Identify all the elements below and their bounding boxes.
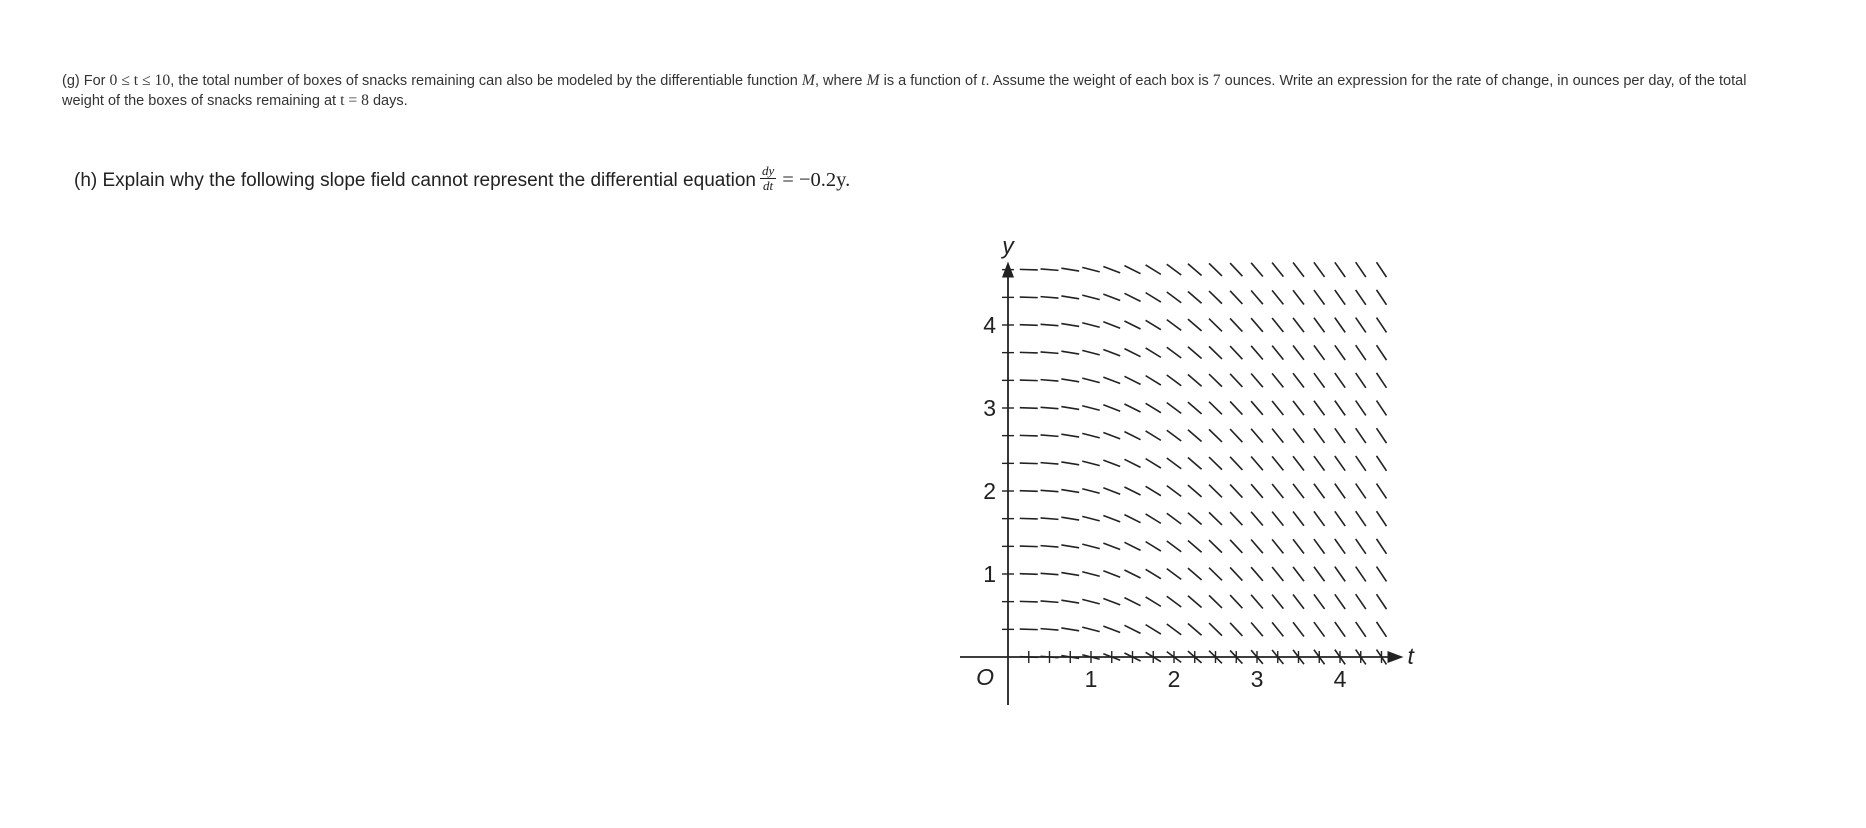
slope-segment [1146,376,1161,385]
slope-segment [1209,568,1222,581]
slope-segment [1356,594,1366,609]
slope-segment [1335,262,1345,277]
slope-segment [1314,262,1325,277]
slope-segment [1356,290,1366,305]
slope-segment [1251,512,1263,526]
slope-segment [1061,324,1079,327]
slope-segment [1272,567,1283,581]
slope-segment [1356,456,1366,471]
fraction-denominator: dt [763,178,774,194]
slope-segment [1167,292,1181,303]
slope-segment [1314,456,1325,471]
slope-segment [1082,516,1099,521]
slope-segment [1356,511,1366,526]
slope-segment [1020,325,1038,326]
slope-segment [1293,567,1304,581]
slope-segment [1272,346,1283,360]
slope-segment [1061,296,1079,299]
slope-segment [1061,268,1079,271]
slope-segment [1082,433,1099,438]
slope-segment [1146,459,1161,468]
slope-segment [1356,345,1366,360]
slope-segment [1020,352,1038,353]
slope-segment [1272,373,1283,387]
slope-segment [1356,401,1366,416]
slope-segment [1167,403,1181,414]
slope-segment [1314,373,1325,388]
slope-segment [1230,374,1242,387]
slope-segment [1061,379,1079,382]
slope-segment [1293,290,1304,304]
slope-segment [1020,574,1038,575]
slope-segment [1251,484,1263,498]
slope-segment [1041,601,1059,602]
slope-segment [1209,623,1222,636]
slope-segment [1041,573,1059,574]
slope-segment [1167,569,1181,580]
slope-segment [1209,595,1222,608]
t-axis-label: t [1407,643,1414,669]
slope-segment [1272,429,1283,443]
slope-segment [1082,489,1099,494]
slope-segment [1103,266,1120,272]
slope-segment [1103,322,1120,328]
slope-segment [1209,512,1222,525]
question-g [62,71,1772,111]
slope-segment [1251,263,1263,277]
slope-segment [1020,491,1038,492]
slope-segment [1314,622,1325,637]
slope-segment [1061,573,1079,576]
slope-segment [1293,401,1304,415]
slope-segment [1335,456,1345,471]
y-tick-label: 4 [983,312,996,338]
slope-segment [1314,401,1325,416]
slope-segment [1124,459,1140,467]
question-g-label: (g) For [62,73,110,89]
question-g-text-3: is a function of [879,73,982,89]
slope-segment [1293,345,1304,359]
slope-segment [1251,374,1263,388]
slope-segment [1103,543,1120,549]
slope-segment [1209,263,1222,276]
slope-segment [1230,401,1242,414]
slope-segment [1124,321,1140,329]
slope-segment [1041,269,1059,270]
slope-segment [1209,457,1222,470]
slope-segment [1377,484,1387,499]
slope-segment [1293,318,1304,332]
slope-segment [1314,290,1325,305]
slope-segment [1293,594,1304,608]
slope-segment [1041,380,1059,381]
slope-segment [1251,291,1263,305]
slope-segment [1251,401,1263,415]
slope-segment [1041,490,1059,491]
slope-segment [1167,513,1181,524]
slope-segment [1335,290,1345,305]
t-tick-label: 3 [1250,666,1264,692]
slope-segment [1020,380,1038,381]
slope-segment [1188,540,1202,552]
slope-segment [1230,484,1242,497]
math-function-m-2: M [866,72,880,89]
slope-segment [1230,512,1242,525]
equation-rhs: = −0.2y. [782,169,851,191]
slope-segment [1377,456,1387,471]
slope-segment [1377,622,1387,637]
slope-segment [1314,511,1325,526]
slope-segment [1293,539,1304,553]
slope-segment [1061,517,1079,520]
slope-segment [1103,405,1120,411]
slope-segment [1020,601,1038,602]
slope-segment [1124,376,1140,384]
slope-segment [1335,567,1345,582]
slope-segment [1272,290,1283,304]
slope-segment [1103,377,1120,383]
slope-segment [1209,319,1222,332]
slope-segment [1041,463,1059,464]
slope-segment [1251,429,1263,443]
slope-segment [1293,484,1304,498]
slope-segment [1103,626,1120,632]
slope-segment [1356,373,1366,388]
slope-segment [1061,490,1079,493]
t-tick-label: 4 [1333,666,1347,692]
slope-segment [1188,457,1202,469]
slope-segment [1335,401,1345,416]
slope-segment [1209,374,1222,387]
question-g-text-4: . Assume the weight of each box is [985,73,1213,89]
slope-segment [1103,460,1120,466]
slope-segment [1082,323,1099,328]
slope-segment [1167,458,1181,469]
slope-segment [1377,401,1387,416]
slope-segment [1293,622,1304,636]
slope-segment [1082,627,1099,632]
slope-segment [1230,595,1242,608]
slope-segment [1272,539,1283,553]
slope-segment [1356,484,1366,499]
slope-segment [1314,318,1325,333]
slope-segment [1356,262,1366,277]
slope-segment [1377,539,1387,554]
slope-segment [1335,622,1345,637]
slope-segment [1293,428,1304,442]
slope-segment [1188,596,1202,608]
slope-segment [1314,567,1325,582]
slope-segment [1146,265,1161,274]
slope-segment [1061,462,1079,465]
slope-segment [1230,263,1242,276]
question-g-text-5: ounces. Write an expression for the rate of change, in ounces per day, of the total weight of the boxes of snacks remaining at [62,73,1747,109]
math-seven: 7 [1212,72,1221,89]
y-tick-label: 1 [983,561,996,587]
slope-segment [1188,568,1202,580]
slope-segment [1124,487,1140,495]
slope-segment [1082,378,1099,383]
slope-segment [1356,539,1366,554]
slope-segment [1146,625,1161,634]
slope-segment [1293,373,1304,387]
y-tick-label: 3 [983,395,996,421]
slope-segment [1082,350,1099,355]
slope-segment [1314,428,1325,443]
slope-segment [1356,428,1366,443]
math-variable-t: t [981,72,986,89]
slope-segment [1124,404,1140,412]
slope-segment [1377,428,1387,443]
slope-segment [1272,263,1283,277]
slope-segment [1167,541,1181,552]
slope-segment [1209,485,1222,498]
slope-segment [1082,544,1099,549]
slope-segment [1230,540,1242,553]
slope-segment [1041,324,1059,325]
slope-segment [1124,625,1140,633]
question-h-text: (h) Explain why the following slope field cannot represent the differential equation [74,170,756,191]
slope-segment [1124,349,1140,357]
slope-segment [1041,546,1059,547]
slope-segment [1103,349,1120,355]
slope-segment [1377,262,1387,277]
derivative-fraction [760,164,776,193]
slope-segment [1041,352,1059,353]
slope-segment [1124,293,1140,301]
question-g-text-1: , the total number of boxes of snacks remaining can also be modeled by the differentiable function [170,73,802,89]
slope-field-chart [950,212,1450,712]
slope-segment [1061,407,1079,410]
slope-segment [1167,264,1181,275]
slope-segment [1103,598,1120,604]
slope-segment [1061,434,1079,437]
slope-segment [1146,542,1161,551]
slope-segment [1103,294,1120,300]
slope-segment [1356,622,1366,637]
slope-segment [1061,628,1079,631]
question-g-text-6: days. [368,93,408,109]
slope-segment [1020,629,1038,630]
slope-segment [1146,348,1161,357]
slope-segment [1103,488,1120,494]
slope-segment [1314,484,1325,499]
slope-segment [1146,486,1161,495]
slope-segment [1124,515,1140,523]
y-axis-label: y [1002,232,1014,259]
math-range: 0 ≤ t ≤ 10 [109,72,171,89]
slope-segment [1020,297,1038,298]
slope-segment [1251,623,1263,637]
slope-segment [1167,430,1181,441]
slope-segment [1041,297,1059,298]
slope-segment [1272,622,1283,636]
slope-segment [1356,318,1366,333]
slope-segment [1188,347,1202,359]
slope-segment [1377,345,1387,360]
slope-segment [1124,598,1140,606]
slope-segment [1103,432,1120,438]
slope-segment [1167,347,1181,358]
slope-segment [1293,262,1304,276]
slope-segment [1146,514,1161,523]
slope-segment [1335,373,1345,388]
slope-segment [1020,546,1038,547]
slope-segment [1272,512,1283,526]
slope-segment [1251,457,1263,471]
slope-segment [1020,269,1038,270]
axis-ticks [1002,270,1382,663]
slope-segment [1335,511,1345,526]
slope-segment [1020,518,1038,519]
slope-segment [1188,264,1202,276]
slope-segment [1082,267,1099,272]
slope-segment [1041,518,1059,519]
t-axis-arrow-icon [1388,651,1404,663]
slope-segment [1377,373,1387,388]
slope-segment [1082,295,1099,300]
slope-segment [1103,571,1120,577]
y-tick-label: 2 [983,478,996,504]
slope-segment [1020,435,1038,436]
slope-segment [1124,266,1140,274]
slope-segment [1167,624,1181,635]
slope-segment [1272,456,1283,470]
slope-segment [1251,595,1263,609]
slope-segment [1251,318,1263,332]
slope-segment [1230,457,1242,470]
slope-segment [1041,435,1059,436]
slope-segment [1356,567,1366,582]
question-g-text-2: , where [814,73,867,89]
slope-segment [1146,293,1161,302]
origin-label: O [976,664,994,690]
slope-segment [1041,407,1059,408]
math-t-equals-8: t = 8 [340,92,369,109]
slope-segment [1209,540,1222,553]
slope-segment [1124,432,1140,440]
slope-segment [1377,511,1387,526]
slope-segment [1230,429,1242,442]
slope-segment [1377,318,1387,333]
slope-segment [1377,290,1387,305]
slope-segment [1188,430,1202,442]
slope-segment [1188,485,1202,497]
slope-segment [1209,402,1222,415]
slope-segment [1146,569,1161,578]
slope-segment [1188,319,1202,331]
slope-segment [1167,596,1181,607]
slope-segment [1188,513,1202,525]
slope-segment [1103,515,1120,521]
t-tick-label: 2 [1167,666,1181,692]
t-tick-label: 1 [1084,666,1098,692]
math-function-m: M [801,72,815,89]
slope-segment [1314,345,1325,360]
slope-segment [1335,484,1345,499]
slope-segment [1335,539,1345,554]
slope-segment [1314,539,1325,554]
slope-segment [1209,291,1222,304]
slope-segment [1124,570,1140,578]
slope-segment [1167,320,1181,331]
slope-segment [1146,320,1161,329]
slope-segment [1293,456,1304,470]
slope-segment [1335,428,1345,443]
slope-segment [1272,484,1283,498]
slope-segment [1314,594,1325,609]
slope-segment [1146,597,1161,606]
slope-segment [1188,402,1202,414]
slope-segment [1230,623,1242,636]
slope-segment [1272,318,1283,332]
slope-segment [1124,542,1140,550]
slope-segment [1335,345,1345,360]
slope-segment [1061,545,1079,548]
slope-segment [1377,567,1387,582]
slope-segment [1251,346,1263,360]
slope-segment [1146,431,1161,440]
slope-segments [1020,262,1387,664]
slope-segment [1251,540,1263,554]
slope-segment [1082,599,1099,604]
slope-segment [1335,594,1345,609]
question-h [74,165,850,196]
slope-segment [1082,572,1099,577]
slope-segment [1061,600,1079,603]
slope-segment [1082,461,1099,466]
slope-segment [1020,408,1038,409]
slope-segment [1230,567,1242,580]
slope-segment [1230,318,1242,331]
slope-segment [1209,346,1222,359]
slope-segment [1230,291,1242,304]
slope-segment [1167,375,1181,386]
slope-segment [1188,291,1202,303]
slope-segment [1188,374,1202,386]
slope-segment [1041,629,1059,630]
slope-segment [1335,318,1345,333]
slope-segment [1377,594,1387,609]
fraction-numerator: dy [761,163,775,179]
slope-segment [1272,595,1283,609]
slope-segment [1167,486,1181,497]
slope-segment [1061,351,1079,354]
slope-segment [1146,403,1161,412]
slope-segment [1272,401,1283,415]
slope-segment [1188,623,1202,635]
slope-segment [1209,429,1222,442]
slope-segment [1230,346,1242,359]
slope-segment [1082,406,1099,411]
slope-segment [1251,567,1263,581]
axes [960,262,1404,706]
slope-segment [1020,463,1038,464]
slope-segment [1293,511,1304,525]
